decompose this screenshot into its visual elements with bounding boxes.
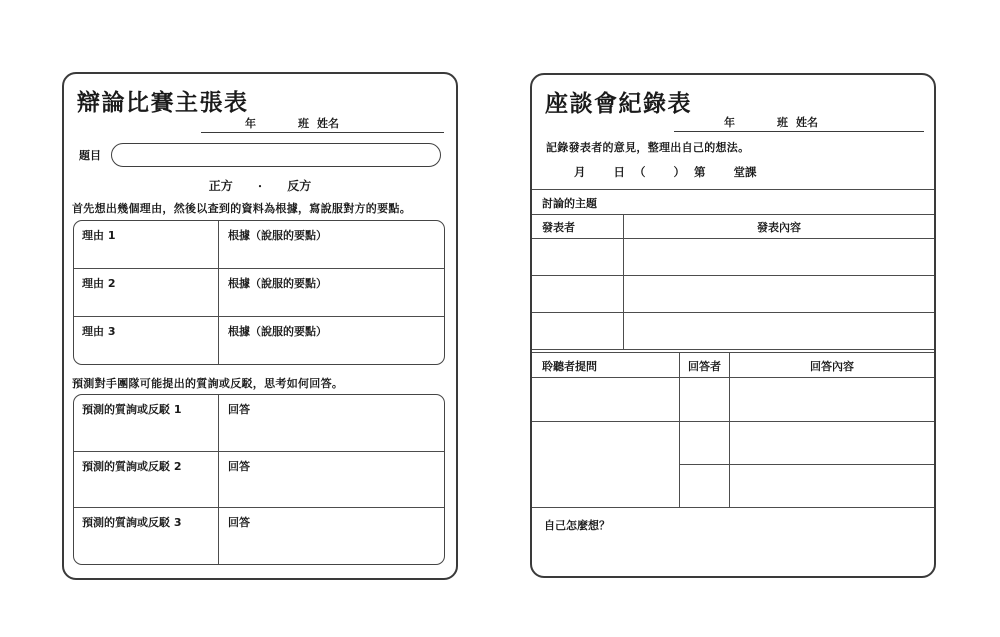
class-label: 班 — [298, 117, 309, 130]
rebuttal-table — [73, 394, 445, 565]
affirmative-side-label: 正方 — [208, 179, 233, 193]
content-input-cell[interactable] — [624, 313, 934, 349]
name-label: 姓名 — [796, 116, 818, 129]
table-row — [74, 221, 444, 268]
presenter-input-cell[interactable] — [532, 276, 624, 312]
basis-label-cell[interactable]: 根據（說服的要點） — [228, 229, 327, 242]
paren-open: （ — [634, 165, 646, 179]
debate-name-line[interactable] — [201, 116, 444, 133]
answer-cell[interactable]: 回答 — [228, 516, 250, 530]
qa-row — [532, 378, 934, 422]
reasons-table — [73, 220, 445, 365]
qa-sub-row — [680, 465, 934, 507]
year-label: 年 — [724, 116, 735, 129]
answer-cell[interactable]: 回答 — [228, 403, 250, 416]
question-input-cell-merged[interactable] — [532, 422, 680, 507]
class-label: 班 — [777, 116, 788, 129]
basis-label-cell[interactable]: 根據（說服的要點） — [228, 277, 327, 290]
answerer-input-cell[interactable] — [680, 465, 730, 507]
content-input-cell[interactable] — [624, 276, 934, 312]
symposium-instruction: 記錄發表者的意見，整理出自己的想法。 — [546, 141, 750, 154]
table-row — [74, 395, 444, 451]
presenter-input-cell[interactable] — [532, 239, 624, 275]
presenter-row — [532, 239, 934, 276]
presenter-input-cell[interactable] — [532, 313, 624, 349]
qa-sub-rows — [680, 422, 934, 507]
predicted-question-cell[interactable]: 預測的質詢或反駁 2 — [74, 452, 219, 508]
predicted-question-cell[interactable]: 預測的質詢或反駁 3 — [74, 508, 219, 564]
table-row — [74, 451, 444, 508]
table-row — [74, 507, 444, 564]
answerer-input-cell[interactable] — [680, 378, 730, 421]
predicted-question-cell[interactable]: 預測的質詢或反駁 1 — [74, 395, 219, 451]
presentation-content-header-cell: 發表內容 — [757, 221, 801, 234]
lesson-label: 堂課 — [733, 165, 757, 179]
reason-label-cell[interactable]: 理由 2 — [74, 269, 219, 316]
negative-side-label: 反方 — [287, 179, 312, 193]
topic-row — [79, 143, 441, 167]
qa-header-row — [532, 352, 934, 378]
table-row — [74, 316, 444, 364]
debate-form-card — [62, 72, 458, 580]
answerer-header-cell: 回答者 — [680, 353, 730, 377]
side-separator-dot: ・ — [255, 182, 265, 193]
reason-label-cell[interactable]: 理由 1 — [74, 221, 219, 268]
topic-input-box[interactable] — [111, 143, 441, 167]
rebuttal-instruction: 預測對手團隊可能提出的質詢或反駁，思考如何回答。 — [72, 377, 344, 390]
answer-cell[interactable]: 回答 — [228, 459, 250, 473]
presenter-row — [532, 313, 934, 350]
table-row — [74, 268, 444, 316]
presenter-header-row — [532, 215, 934, 239]
listener-question-header-cell: 聆聽者提問 — [532, 353, 680, 377]
date-line[interactable] — [546, 164, 757, 180]
sides-row — [64, 177, 456, 194]
day-label: 日 — [613, 165, 625, 179]
presenter-header-cell: 發表者 — [532, 215, 624, 238]
paren-close: ） — [673, 165, 685, 179]
reason-label-cell[interactable]: 理由 3 — [74, 317, 219, 364]
discussion-topic-cell[interactable]: 討論的主題 — [532, 190, 934, 215]
qa-sub-row — [680, 422, 934, 465]
qa-merged-row — [532, 422, 934, 508]
answer-content-header-cell: 回答內容 — [810, 360, 854, 373]
question-input-cell[interactable] — [532, 378, 680, 421]
year-label: 年 — [245, 117, 256, 130]
content-input-cell[interactable] — [624, 239, 934, 275]
month-label: 月 — [574, 165, 586, 179]
topic-label: 題目 — [79, 149, 101, 162]
answer-input-cell[interactable] — [730, 465, 934, 507]
name-label: 姓名 — [317, 117, 339, 130]
symposium-form-title: 座談會紀錄表 — [545, 91, 692, 117]
symposium-name-line[interactable] — [674, 115, 924, 132]
reasons-instruction: 首先想出幾個理由，然後以查到的資料為根據，寫說服對方的要點。 — [72, 202, 411, 215]
answer-input-cell[interactable] — [730, 422, 934, 464]
symposium-form-card — [530, 73, 936, 578]
answerer-input-cell[interactable] — [680, 422, 730, 464]
answer-input-cell[interactable] — [730, 378, 934, 421]
debate-form-title: 辯論比賽主張表 — [77, 90, 249, 116]
basis-label-cell[interactable]: 根據（說服的要點） — [228, 325, 327, 338]
presenter-row — [532, 276, 934, 313]
self-thoughts-cell[interactable]: 自己怎麼想？ — [544, 519, 610, 532]
symposium-grid — [532, 189, 934, 576]
ordinal-label: 第 — [694, 165, 706, 179]
